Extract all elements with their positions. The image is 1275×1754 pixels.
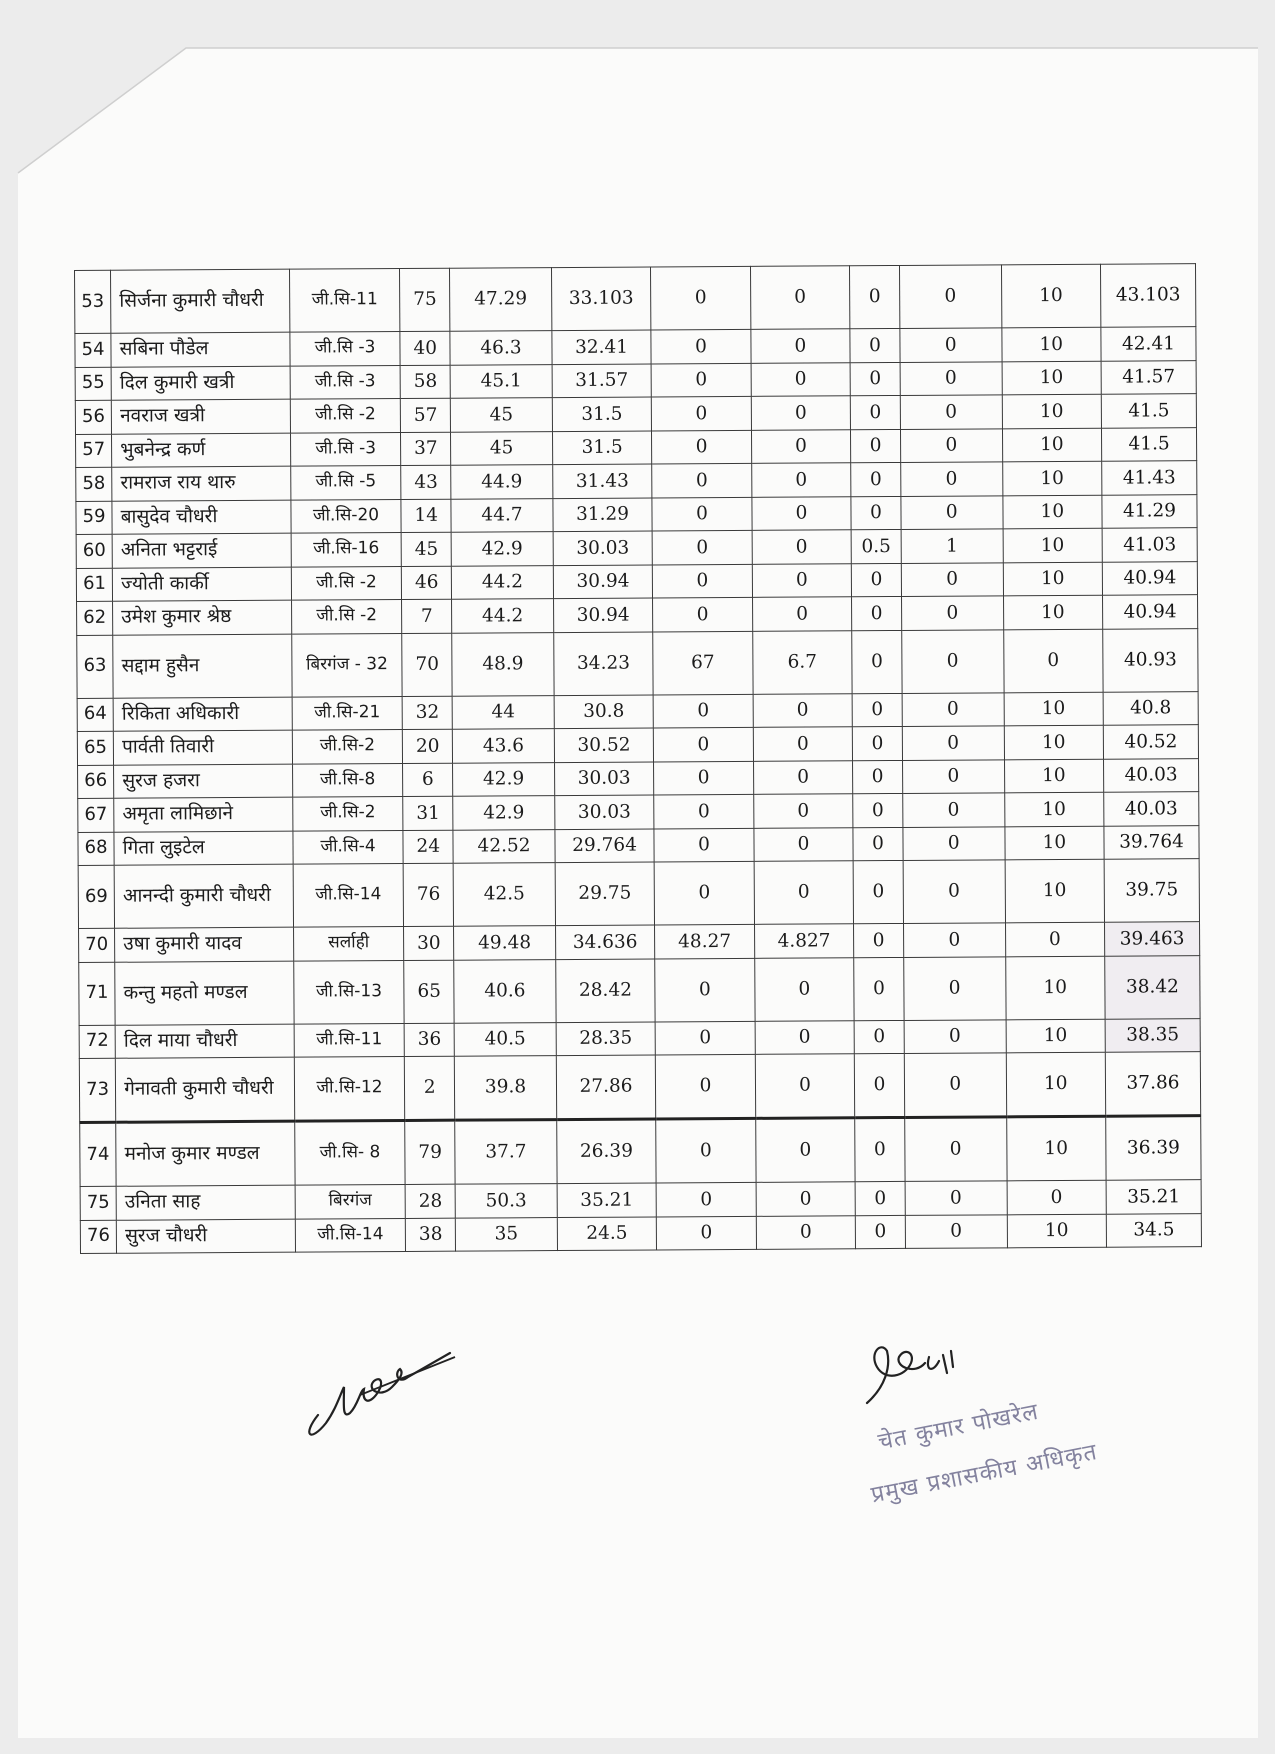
weighted-score-cell: 29.764 xyxy=(555,828,655,862)
extra-score-2-cell: 0 xyxy=(751,396,851,430)
extra-score-4-cell: 0 xyxy=(902,759,1004,793)
extra-score-2-cell: 0 xyxy=(753,794,853,828)
extra-score-2-cell: 0 xyxy=(751,463,851,497)
address-cell: जी.सि-16 xyxy=(291,533,402,567)
score-cell: 35 xyxy=(455,1217,557,1251)
extra-score-3-cell: 0 xyxy=(851,429,901,463)
extra-score-2-cell: 0 xyxy=(754,861,854,925)
candidate-name-cell: सबिना पौडेल xyxy=(111,332,290,367)
candidate-name-cell: आनन्दी कुमारी चौधरी xyxy=(114,864,293,928)
code-cell: 24 xyxy=(403,830,453,864)
candidate-name-cell: ज्योती कार्की xyxy=(112,567,291,602)
candidate-name-cell: भुबनेन्द्र कर्ण xyxy=(112,433,291,468)
total-score-cell: 40.94 xyxy=(1103,595,1198,629)
extra-score-4-cell: 0 xyxy=(903,923,1005,957)
extra-score-2-cell: 0 xyxy=(751,429,851,463)
extra-score-3-cell: 0 xyxy=(853,760,903,794)
score-cell: 44.2 xyxy=(452,599,554,633)
extra-score-2-cell: 0 xyxy=(753,727,853,761)
score-cell: 50.3 xyxy=(455,1184,557,1218)
weighted-score-cell: 28.42 xyxy=(556,958,656,1022)
extra-score-4-cell: 1 xyxy=(901,529,1003,563)
total-score-cell: 41.5 xyxy=(1101,394,1196,428)
weighted-score-cell: 30.94 xyxy=(553,564,653,598)
score-cell: 39.8 xyxy=(454,1056,556,1121)
serial-number-cell: 54 xyxy=(75,333,111,367)
address-cell: जी.सि- 8 xyxy=(294,1120,405,1185)
score-cell: 43.6 xyxy=(452,729,554,763)
code-cell: 43 xyxy=(401,465,451,499)
score-cell: 45.1 xyxy=(450,364,552,398)
extra-score-5-cell: 10 xyxy=(1004,792,1104,826)
extra-score-2-cell: 0 xyxy=(751,329,851,363)
total-score-cell: 41.5 xyxy=(1101,427,1196,461)
weighted-score-cell: 31.5 xyxy=(552,430,652,464)
extra-score-4-cell: 0 xyxy=(901,562,1003,596)
extra-score-4-cell: 0 xyxy=(903,826,1005,860)
score-cell: 45 xyxy=(451,431,553,465)
weighted-score-cell: 30.03 xyxy=(555,795,655,829)
address-cell: जी.सि-2 xyxy=(292,796,403,830)
table-row xyxy=(80,1116,1201,1187)
score-cell: 42.9 xyxy=(453,762,555,796)
extra-score-3-cell: 0 xyxy=(852,726,902,760)
extra-score-5-cell: 0 xyxy=(1007,1180,1107,1214)
address-cell: जी.सि-13 xyxy=(293,960,404,1024)
serial-number-cell: 53 xyxy=(75,270,112,333)
weighted-score-cell: 34.23 xyxy=(554,631,654,695)
score-cell: 44.9 xyxy=(451,465,553,499)
weighted-score-cell: 24.5 xyxy=(557,1216,657,1250)
extra-score-1-cell: 0 xyxy=(652,430,752,464)
code-cell: 7 xyxy=(402,599,452,633)
serial-number-cell: 76 xyxy=(80,1220,116,1254)
extra-score-1-cell: 67 xyxy=(653,631,753,695)
address-cell: जी.सि-2 xyxy=(292,730,403,764)
code-cell: 58 xyxy=(401,365,451,399)
extra-score-5-cell: 10 xyxy=(1002,495,1102,529)
code-cell: 46 xyxy=(402,566,452,600)
serial-number-cell: 61 xyxy=(76,568,112,602)
extra-score-2-cell: 6.7 xyxy=(752,630,852,694)
table-row xyxy=(75,264,1196,334)
total-score-cell: 38.35 xyxy=(1105,1018,1200,1052)
extra-score-4-cell: 0 xyxy=(900,395,1002,429)
score-cell: 46.3 xyxy=(450,331,552,365)
extra-score-1-cell: 0 xyxy=(654,828,754,862)
extra-score-3-cell: 0 xyxy=(850,395,900,429)
extra-score-2-cell: 0 xyxy=(752,496,852,530)
total-score-cell: 40.03 xyxy=(1104,758,1199,792)
candidate-name-cell: सद्दाम हुसैन xyxy=(113,634,292,698)
total-score-cell: 39.463 xyxy=(1105,922,1200,956)
extra-score-1-cell: 0 xyxy=(652,530,752,564)
serial-number-cell: 71 xyxy=(79,962,116,1025)
extra-score-4-cell: 0 xyxy=(902,726,1004,760)
extra-score-1-cell: 0 xyxy=(656,1182,756,1216)
address-cell: जी.सि-20 xyxy=(291,499,402,533)
address-cell: जी.सि -2 xyxy=(291,566,402,600)
extra-score-4-cell: 0 xyxy=(900,328,1002,362)
extra-score-2-cell: 0 xyxy=(755,1020,855,1054)
extra-score-2-cell: 0 xyxy=(753,693,853,727)
score-cell: 44.7 xyxy=(451,498,553,532)
address-cell: बिरगंज - 32 xyxy=(291,633,402,697)
extra-score-1-cell: 0 xyxy=(655,958,755,1022)
weighted-score-cell: 32.41 xyxy=(552,330,652,364)
extra-score-1-cell: 0 xyxy=(654,727,754,761)
serial-number-cell: 59 xyxy=(76,501,112,535)
candidate-name-cell: नवराज खत्री xyxy=(111,399,290,434)
serial-number-cell: 72 xyxy=(79,1025,115,1059)
code-cell: 28 xyxy=(406,1184,456,1218)
extra-score-1-cell: 0 xyxy=(655,1021,755,1055)
extra-score-3-cell: 0 xyxy=(850,328,900,362)
serial-number-cell: 69 xyxy=(78,865,115,928)
weighted-score-cell: 31.43 xyxy=(553,464,653,498)
extra-score-3-cell: 0 xyxy=(850,265,900,328)
weighted-score-cell: 26.39 xyxy=(557,1119,657,1184)
extra-score-2-cell: 0 xyxy=(752,530,852,564)
extra-score-3-cell: 0 xyxy=(852,693,902,727)
extra-score-3-cell: 0 xyxy=(851,563,901,597)
total-score-cell: 42.41 xyxy=(1101,327,1196,361)
extra-score-3-cell: 0 xyxy=(855,1215,905,1249)
extra-score-1-cell: 0 xyxy=(654,794,754,828)
candidate-name-cell: अनिता भट्टराई xyxy=(112,533,291,568)
address-cell: जी.सि-12 xyxy=(294,1056,405,1121)
extra-score-5-cell: 10 xyxy=(1003,562,1103,596)
code-cell: 40 xyxy=(400,331,450,365)
score-cell: 42.5 xyxy=(453,863,555,927)
score-cell: 42.52 xyxy=(453,829,555,863)
candidate-name-cell: उमेश कुमार श्रेष्ठ xyxy=(113,600,292,635)
extra-score-4-cell: 0 xyxy=(904,1053,1006,1118)
extra-score-4-cell: 0 xyxy=(901,495,1003,529)
extra-score-4-cell: 0 xyxy=(905,1214,1007,1248)
extra-score-5-cell: 10 xyxy=(1005,956,1105,1020)
address-cell: जी.सि-11 xyxy=(289,269,400,333)
extra-score-5-cell: 10 xyxy=(1003,595,1103,629)
extra-score-5-cell: 10 xyxy=(1004,725,1104,759)
serial-number-cell: 57 xyxy=(76,434,112,468)
code-cell: 79 xyxy=(405,1120,455,1184)
address-cell: जी.सि-21 xyxy=(292,696,403,730)
extra-score-3-cell: 0 xyxy=(854,957,904,1020)
serial-number-cell: 75 xyxy=(80,1186,116,1220)
candidate-name-cell: पार्वती तिवारी xyxy=(113,730,292,765)
score-cell: 42.9 xyxy=(453,796,555,830)
extra-score-3-cell: 0 xyxy=(851,496,901,530)
score-cell: 42.9 xyxy=(451,532,553,566)
extra-score-1-cell: 0 xyxy=(653,564,753,598)
extra-score-3-cell: 0 xyxy=(854,1053,904,1117)
extra-score-3-cell: 0 xyxy=(853,827,903,861)
extra-score-2-cell: 0 xyxy=(755,1054,855,1119)
extra-score-5-cell: 10 xyxy=(1002,394,1102,428)
serial-number-cell: 65 xyxy=(77,731,113,765)
extra-score-5-cell: 10 xyxy=(1002,428,1102,462)
extra-score-4-cell: 0 xyxy=(905,1117,1007,1182)
weighted-score-cell: 33.103 xyxy=(551,267,651,331)
extra-score-2-cell: 0 xyxy=(755,1118,855,1183)
weighted-score-cell: 30.03 xyxy=(554,761,654,795)
extra-score-5-cell: 10 xyxy=(1001,327,1101,361)
total-score-cell: 41.03 xyxy=(1102,528,1197,562)
address-cell: जी.सि -2 xyxy=(291,600,402,634)
address-cell: जी.सि-4 xyxy=(293,830,404,864)
weighted-score-cell: 31.5 xyxy=(552,397,652,431)
extra-score-2-cell: 0 xyxy=(750,266,850,330)
serial-number-cell: 58 xyxy=(76,467,112,501)
extra-score-4-cell: 0 xyxy=(903,860,1005,924)
results-table xyxy=(74,263,1202,1254)
extra-score-2-cell: 0 xyxy=(752,597,852,631)
extra-score-5-cell: 10 xyxy=(1001,264,1101,328)
extra-score-4-cell: 0 xyxy=(902,692,1004,726)
weighted-score-cell: 31.29 xyxy=(553,497,653,531)
extra-score-1-cell: 0 xyxy=(654,761,754,795)
extra-score-3-cell: 0 xyxy=(854,1020,904,1054)
address-cell: जी.सि -3 xyxy=(290,365,401,399)
candidate-name-cell: दिल माया चौधरी xyxy=(115,1024,294,1059)
total-score-cell: 35.21 xyxy=(1106,1180,1201,1214)
extra-score-4-cell: 0 xyxy=(904,956,1006,1020)
serial-number-cell: 68 xyxy=(78,832,114,866)
extra-score-1-cell: 0 xyxy=(651,266,751,330)
candidate-name-cell: दिल कुमारी खत्री xyxy=(111,366,290,401)
weighted-score-cell: 30.94 xyxy=(553,598,653,632)
address-cell: जी.सि -3 xyxy=(290,432,401,466)
extra-score-1-cell: 0 xyxy=(651,363,751,397)
address-cell: बिरगंज xyxy=(295,1184,406,1218)
extra-score-1-cell: 0 xyxy=(656,1054,756,1119)
score-cell: 37.7 xyxy=(455,1120,557,1185)
total-score-cell: 40.52 xyxy=(1103,725,1198,759)
extra-score-1-cell: 0 xyxy=(657,1216,757,1250)
candidate-name-cell: गेनावती कुमारी चौधरी xyxy=(115,1057,294,1122)
address-cell: जी.सि -2 xyxy=(290,399,401,433)
candidate-name-cell: कन्तु महतो मण्डल xyxy=(115,961,294,1025)
address-cell: जी.सि-8 xyxy=(292,763,403,797)
table-row xyxy=(78,859,1199,929)
extra-score-4-cell: 0 xyxy=(901,596,1003,630)
extra-score-5-cell: 10 xyxy=(1007,1214,1107,1248)
score-cell: 44 xyxy=(452,695,554,729)
serial-number-cell: 62 xyxy=(77,601,113,635)
extra-score-4-cell: 0 xyxy=(901,462,1003,496)
extra-score-5-cell: 10 xyxy=(1006,1116,1106,1181)
total-score-cell: 39.764 xyxy=(1104,825,1199,859)
candidate-name-cell: रिकिता अधिकारी xyxy=(113,697,292,732)
candidate-name-cell: सुरज चौधरी xyxy=(116,1219,295,1254)
weighted-score-cell: 30.52 xyxy=(554,728,654,762)
score-cell: 47.29 xyxy=(450,268,552,332)
stamp-designation: प्रमुख प्रशासकीय अधिकृत xyxy=(868,1439,1100,1509)
results-table-body xyxy=(75,264,1202,1254)
extra-score-2-cell: 0 xyxy=(754,827,854,861)
extra-score-3-cell: 0 xyxy=(850,362,900,396)
table-row xyxy=(79,955,1200,1025)
extra-score-5-cell: 10 xyxy=(1006,1052,1106,1117)
extra-score-2-cell: 0 xyxy=(753,760,853,794)
serial-number-cell: 73 xyxy=(79,1058,116,1122)
extra-score-4-cell: 0 xyxy=(899,265,1001,329)
address-cell: सर्लाही xyxy=(293,926,404,960)
candidate-name-cell: सिर्जना कुमारी चौधरी xyxy=(111,269,290,333)
extra-score-3-cell: 0 xyxy=(852,630,902,693)
score-cell: 48.9 xyxy=(452,632,554,696)
address-cell: जी.सि-11 xyxy=(294,1023,405,1057)
code-cell: 75 xyxy=(400,268,450,331)
total-score-cell: 40.93 xyxy=(1103,628,1198,692)
extra-score-2-cell: 0 xyxy=(752,563,852,597)
address-cell: जी.सि-14 xyxy=(293,863,404,927)
total-score-cell: 41.57 xyxy=(1101,360,1196,394)
code-cell: 32 xyxy=(403,696,453,730)
extra-score-5-cell: 10 xyxy=(1006,1019,1106,1053)
extra-score-1-cell: 0 xyxy=(656,1118,756,1183)
candidate-name-cell: गिता लुइटेल xyxy=(114,831,293,866)
extra-score-5-cell: 10 xyxy=(1002,461,1102,495)
total-score-cell: 38.42 xyxy=(1105,955,1200,1019)
total-score-cell: 40.8 xyxy=(1103,691,1198,725)
code-cell: 14 xyxy=(401,499,451,533)
extra-score-3-cell: 0 xyxy=(853,860,903,923)
serial-number-cell: 56 xyxy=(75,400,111,434)
code-cell: 6 xyxy=(403,763,453,797)
code-cell: 57 xyxy=(401,398,451,432)
weighted-score-cell: 28.35 xyxy=(556,1021,656,1055)
extra-score-5-cell: 10 xyxy=(1005,859,1105,923)
code-cell: 30 xyxy=(404,926,454,960)
extra-score-4-cell: 0 xyxy=(900,428,1002,462)
extra-score-4-cell: 0 xyxy=(905,1181,1007,1215)
extra-score-3-cell: 0 xyxy=(852,596,902,630)
candidate-name-cell: उनिता साह xyxy=(116,1185,295,1220)
serial-number-cell: 66 xyxy=(78,765,114,799)
score-cell: 45 xyxy=(450,398,552,432)
total-score-cell: 41.29 xyxy=(1102,494,1197,528)
candidate-name-cell: बासुदेव चौधरी xyxy=(112,500,291,535)
score-cell: 40.5 xyxy=(454,1022,556,1056)
score-cell: 49.48 xyxy=(454,926,556,960)
extra-score-3-cell: 0.5 xyxy=(851,529,901,563)
candidate-name-cell: अमृता लामिछाने xyxy=(114,797,293,832)
code-cell: 65 xyxy=(404,960,454,1023)
extra-score-3-cell: 0 xyxy=(854,923,904,957)
extra-score-1-cell: 0 xyxy=(654,861,754,925)
candidate-name-cell: सुरज हजरा xyxy=(114,764,293,799)
extra-score-2-cell: 0 xyxy=(756,1182,856,1216)
code-cell: 45 xyxy=(402,532,452,566)
total-score-cell: 39.75 xyxy=(1104,859,1199,923)
code-cell: 20 xyxy=(403,729,453,763)
total-score-cell: 41.43 xyxy=(1102,461,1197,495)
code-cell: 2 xyxy=(405,1056,455,1120)
extra-score-1-cell: 0 xyxy=(653,694,753,728)
extra-score-3-cell: 0 xyxy=(851,462,901,496)
table-row xyxy=(80,1213,1201,1253)
extra-score-4-cell: 0 xyxy=(904,1019,1006,1053)
stamp-name: चेत कुमार पोखरेल xyxy=(875,1398,1041,1456)
total-score-cell: 37.86 xyxy=(1105,1052,1200,1117)
total-score-cell: 43.103 xyxy=(1100,264,1195,328)
extra-score-4-cell: 0 xyxy=(903,793,1005,827)
extra-score-5-cell: 10 xyxy=(1004,692,1104,726)
serial-number-cell: 63 xyxy=(77,635,114,698)
total-score-cell: 40.94 xyxy=(1102,561,1197,595)
code-cell: 76 xyxy=(404,863,454,926)
table-row xyxy=(77,628,1198,698)
serial-number-cell: 64 xyxy=(77,698,113,732)
extra-score-1-cell: 0 xyxy=(651,329,751,363)
candidate-name-cell: रामराज राय थारु xyxy=(112,466,291,501)
address-cell: जी.सि-14 xyxy=(295,1218,406,1252)
address-cell: जी.सि -3 xyxy=(290,332,401,366)
extra-score-2-cell: 0 xyxy=(756,1215,856,1249)
extra-score-1-cell: 48.27 xyxy=(655,924,755,958)
serial-number-cell: 67 xyxy=(78,798,114,832)
weighted-score-cell: 30.03 xyxy=(553,531,653,565)
code-cell: 31 xyxy=(403,796,453,830)
code-cell: 37 xyxy=(401,432,451,466)
extra-score-2-cell: 0 xyxy=(754,957,854,1021)
code-cell: 70 xyxy=(402,633,452,696)
weighted-score-cell: 35.21 xyxy=(557,1183,657,1217)
table-row xyxy=(79,1052,1200,1123)
extra-score-5-cell: 10 xyxy=(1002,361,1102,395)
extra-score-5-cell: 10 xyxy=(1003,528,1103,562)
code-cell: 38 xyxy=(406,1218,456,1252)
extra-score-3-cell: 0 xyxy=(855,1181,905,1215)
weighted-score-cell: 31.57 xyxy=(552,363,652,397)
extra-score-3-cell: 0 xyxy=(853,793,903,827)
extra-score-2-cell: 4.827 xyxy=(754,924,854,958)
total-score-cell: 36.39 xyxy=(1106,1116,1201,1181)
code-cell: 36 xyxy=(405,1023,455,1057)
extra-score-1-cell: 0 xyxy=(652,497,752,531)
extra-score-2-cell: 0 xyxy=(751,362,851,396)
extra-score-5-cell: 10 xyxy=(1004,826,1104,860)
extra-score-1-cell: 0 xyxy=(652,396,752,430)
score-cell: 44.2 xyxy=(451,565,553,599)
serial-number-cell: 60 xyxy=(76,534,112,568)
weighted-score-cell: 34.636 xyxy=(555,925,655,959)
extra-score-1-cell: 0 xyxy=(653,597,753,631)
extra-score-4-cell: 0 xyxy=(900,361,1002,395)
extra-score-5-cell: 10 xyxy=(1004,759,1104,793)
extra-score-5-cell: 0 xyxy=(1003,629,1103,693)
serial-number-cell: 74 xyxy=(80,1122,117,1186)
candidate-name-cell: उषा कुमारी यादव xyxy=(115,927,294,962)
address-cell: जी.सि -5 xyxy=(290,466,401,500)
weighted-score-cell: 30.8 xyxy=(554,694,654,728)
score-cell: 40.6 xyxy=(454,959,556,1023)
total-score-cell: 40.03 xyxy=(1104,792,1199,826)
weighted-score-cell: 29.75 xyxy=(555,862,655,926)
extra-score-5-cell: 0 xyxy=(1005,922,1105,956)
serial-number-cell: 70 xyxy=(79,928,115,962)
extra-score-4-cell: 0 xyxy=(902,629,1004,693)
extra-score-3-cell: 0 xyxy=(855,1117,905,1181)
weighted-score-cell: 27.86 xyxy=(556,1055,656,1120)
total-score-cell: 34.5 xyxy=(1106,1213,1201,1247)
candidate-name-cell: मनोज कुमार मण्डल xyxy=(116,1121,295,1186)
extra-score-1-cell: 0 xyxy=(652,463,752,497)
serial-number-cell: 55 xyxy=(75,367,111,401)
